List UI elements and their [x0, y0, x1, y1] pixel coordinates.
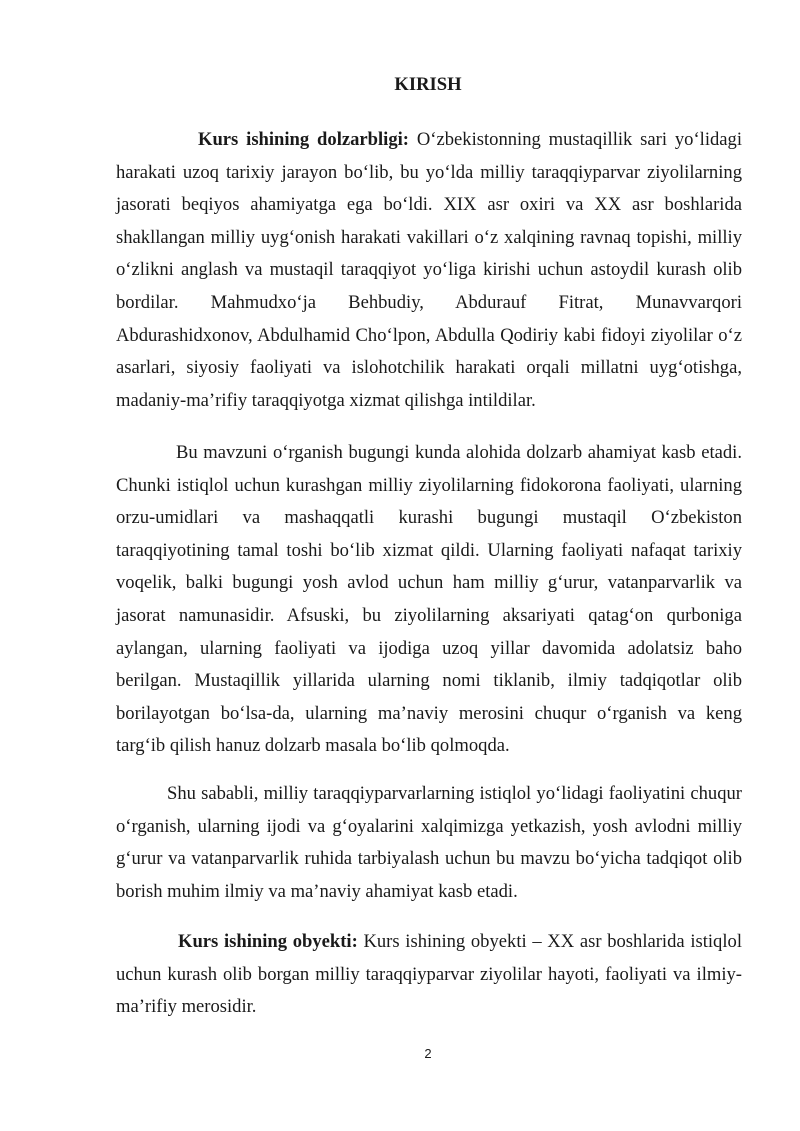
paragraph-importance [116, 437, 742, 763]
paragraph-text: Shu sababli, milliy taraqqiyparvarlarning istiqlol yo‘lidagi faoliyatini chuqur o‘rganish, ularning ijodi va g‘oyalarini xalqimizga yetkazish, yosh avlodni milliy g‘urur va vatanparvarlik ruhida tarbiyalash uchun bu mavzu bo‘yicha tadqiqot olib borish muhim ilmiy va ma’naviy ahamiyat kasb etadi. [116, 783, 742, 902]
paragraph-text: O‘zbekistonning mustaqillik sari yo‘lidagi harakati uzoq tarixiy jarayon bo‘lib, bu yo‘lda milliy taraqqiyparvar ziyolilarning jasorati beqiyos ahamiyatga ega bo‘ldi. XIX asr oxiri va XX asr boshlarida shakllangan milliy uyg‘onish harakati vakillari o‘z xalqining ravnaq topishi, milliy o‘zlikni anglash va mustaqil taraqqiyot yo‘liga kirishi uchun astoydil kurash olib bordilar. Mahmudxo‘ja Behbudiy, Abdurauf Fitrat, Munavvarqori Abdurashidxonov, Abdulhamid Cho‘lpon, Abdulla Qodiriy kabi fidoyi ziyolilar o‘z asarlari, siyosiy faoliyati va islohotchilik harakati orqali millatni uyg‘otishga, madaniy-ma’rifiy taraqqiyotga xizmat qilishga intildilar. [116, 129, 743, 411]
paragraph-lead: Kurs ishining obyekti: [178, 931, 358, 952]
page-number: 2 [424, 1046, 432, 1061]
section-title: KIRISH [394, 74, 462, 95]
paragraph-lead: Kurs ishining dolzarbligi: [198, 129, 409, 150]
paragraph-object [116, 926, 742, 1024]
paragraph-text: Bu mavzuni o‘rganish bugungi kunda alohida dolzarb ahamiyat kasb etadi. Chunki istiqlol uchun kurashgan milliy ziyolilarning fidokorona faoliyati, ularning orzu-umidlari va mashaqqatli kurashi bugungi mustaqil O‘zbekiston taraqqiyotining tamal toshi bo‘lib xizmat qildi. Ularning faoliyati nafaqat tarixiy voqelik, balki bugungi yosh avlod uchun ham milliy g‘urur, vatanparvarlik va jasorat namunasidir. Afsuski, bu ziyolilarning aksariyati qatag‘on qurboniga aylangan, ularning faoliyati va ijodiga uzoq yillar davomida adolatsiz baho berilgan. Mustaqillik yillarida ularning nomi tiklanib, ilmiy tadqiqotlar olib borilayotgan bo‘lsa-da, ularning ma’naviy merosini chuqur o‘rganish va keng targ‘ib qilish hanuz dolzarb masala bo‘lib qolmoqda. [116, 442, 742, 757]
paragraph-reason [116, 778, 742, 908]
paragraph-relevance [116, 124, 742, 417]
paragraph-text: Kurs ishining obyekti – XX asr boshlarida istiqlol uchun kurash olib borgan milliy taraqqiyparvar ziyolilar hayoti, faoliyati va ilmiy-ma’rifiy merosidir. [116, 931, 742, 1018]
